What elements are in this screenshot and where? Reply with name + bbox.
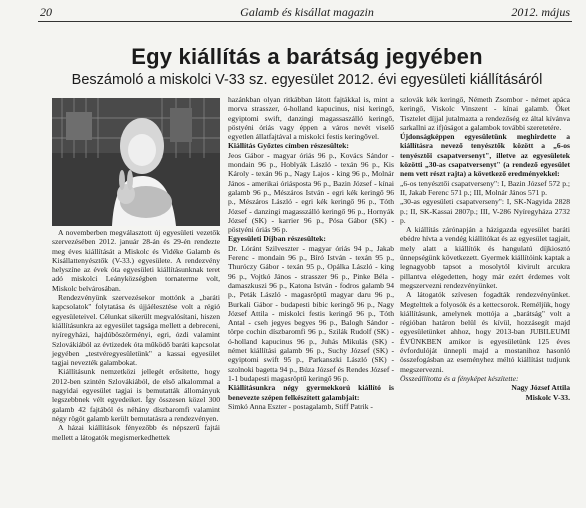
girl-with-rabbit-photo [52, 98, 220, 226]
author-club: Miskolc V-33. [525, 392, 570, 402]
column-1 [52, 228, 220, 442]
section-heading: Kiállítás Győztes címben részesültek: [228, 141, 349, 151]
header-rule [38, 21, 572, 22]
article-title: Egy kiállítás a barátság jegyében [131, 44, 483, 69]
paragraph: Kiállításunk nemzetközi jellegét erősítette, hogy 2012-ben szintén Szlovákiából, de első alkalommal a nagyidai egyesület tagjai is bemutatták állományuk legszebbnek vélt egyedeiket. Így összesen közel 300 galamb 42 fajtából és néhány díszbaromfi valamint négy rögöt galamb került bemutatásra a rendezvényen. [52, 367, 220, 423]
paragraph: A novemberben megválasztott új egyesületi vezetők szervezésében 2012. január 28-án és 29-én rendezte meg éves kiállítását a Miskolc és Vidéke Galamb és Kisállattenyésztők (V-33.) egyesülete. A rendezvény helyszíne az évek óta egyesületi kiállításunknak teret adó miskolci Leányközségben tornaterme volt, Miskolc belvárosában. [52, 228, 220, 293]
paragraph: „30-as egyesületi csapatverseny": I, SK-Nagyida 2828 p.; II, SK-Kassai 2807p.; III, V-286 Nyíregyháza 2732 p. [400, 197, 570, 225]
issue-date: 2012. május [511, 5, 570, 19]
paragraph: „6-os tenyésztői csapatverseny": I, Bazin József 572 p.; II, Jakab Ferenc 571 p.; III, Molnár János 571 p. [400, 178, 570, 197]
winners-list: Jeos Gábor - magyar óriás 96 p., Kovács Sándor - mondain 96 p., Hoblyák László - texán 96 p., Kis Károly - texán 96 p., Nagy Lajos - king 96 p., Molnár János - amerikai óriásposta 96 p., Bazin József - kínai galamb 96 p., Mészáros István - egri kék keringő 96 p., Mészáros László - egri kék keringő 96 p., Tóth József - danzingi magasszálló keringő 96 p., Hornyák József (SK) - karrier 96 p., Pósa Gábor (SK) - pöstyéni óriás 96 p. [228, 150, 394, 235]
page-header [40, 4, 574, 22]
awards-list: Dr. Lóránt Szilveszter - magyar óriás 94 p., Jakab Ferenc - mondain 96 p., Bíró István - texán 95 p., Thuróczy Gábor - texán 95 p., Opálka László - king 96 p., Vojtkó János - strasszer 96 p., Pinke Béla - damaszkuszi 96 p., Katona István - fodros galamb 94 p., Peták László - magasröptű magyar daru 96 p., Burkali Gábor - budapesti bibic keringő 96 p., Nagy József Attila - miskolci festis keringő 96 p., Tóth Antal - cseh jegyes begyes 96 p., Balogh Sándor - törpe cochin díszbaromfi 96 p., Szilák Rudolf (SK) - ó-holland kapucinus 96 p., Juhás Mikulás (SK) - német kiállítási galamb 96 p., Suchy József (SK) - egyiptomi swift 95 p., Parkanszki László (SK) - szolnoki bagetta 94 p., Búza József és Rendes József - 1-1 budapesti magasröptű keringő 96 p. [228, 243, 394, 383]
paragraph: szlovák kék keringő, Németh Zsombor - német apáca keringő, Viskolc Vinszent - kínai galamb. Őket Tisztelet díjjal jutalmazta a rendezőség ez által kívánva sarkallni az ifjúságot a galambok további szeretetére. [400, 95, 570, 132]
paragraph: hazánkban olyan ritkábban látott fajtákkal is, mint a morva strasszer, ó-holland kapucinus, nisi keringő, egyiptomi swift, danzingi magassaszálló keringő, pöstyéni óriás vagy éppen a város nevét viselő egyetlen állatfajtával a miskolci festis keringővel. [228, 95, 394, 142]
paragraph: Simkó Anna Eszter - postagalamb, Stiff Patrik - [228, 401, 373, 411]
article-photo [52, 98, 220, 226]
paragraph: A házai kiállítások fényezőbb és népszerű fajtái mellett a látogatók megismerkedhettek [52, 423, 220, 442]
bold-paragraph: Újdonságképpen egyesületünk meghirdette a kiállításra nevező tenyésztők között a „6-os tenyésztői csapatversenyt", illetve az egyesületek közötti „30-as csapatversenyt" (a rendező egyesület nem vett részt rajta) a következő eredményekkel: [400, 132, 570, 179]
author-name: Nagy József Attila [511, 383, 570, 393]
credit-line: Összeállította és a fényképet készítette: [400, 373, 519, 383]
section-heading: Egyesületi Díjban részesültek: [228, 234, 326, 244]
article-subtitle: Beszámoló a miskolci V-33 sz. egyesület 2012. évi egyesületi kiállításáról [71, 72, 543, 88]
paragraph: A látogatók szívesen fogadták rendezvényünket. Megtelttek a folyosók és a kettecsorok. Reméljük, hogy kiállításunk, amelynek mottója a „barátság" volt a régióban határon belül és kívül, hozzásegít majd egyesületünket ahhoz, hogy 2013-ban JUBILEUMI ÉVÜNKBEN amikor is egyesületünk 125 éves évfordulóját ünnepli majd a mostanihoz hasonló összefogásban az eseményhez méltó kiállítást tudjunk megszervezni. [400, 290, 570, 374]
magazine-name: Galamb és kisállat magazin [240, 5, 374, 19]
paragraph: Rendezvényünk szervezésekor mottónk a „baráti kapcsolatok" folytatása és újjáélesztése volt a régió egyesületeivel. Célunkat sikerült megvalósítani, hiszen kiállításunkra az egyesület tagsága mellett a debreceni, nyíregyházi, hajdúböszörményi, egri, ózdi valamint Szlovákiából az évtizedek óta működő baráti kapcsolat jegyében „testvéregyesületünk" a kassai egyesület tagjai nevezték galambokat. [52, 293, 220, 368]
page-number: 20 [40, 5, 52, 19]
column-3 [400, 95, 570, 402]
paragraph: A kiállítás zárónapján a házigazda egyesület baráti ebédre hívta a vendég kiállítókat és az egyesület tagjait, mely alatt a kiállítók és hangulatú díjkiosztó ünnepségünk következett. Gyermek kiállítóink kaptak a legnagyobb tapsot a mosolytól kivirult arcukra pillantva elégedetten, hogy már ezért érdemes volt megszervezni rendezvényünket. [400, 225, 570, 290]
section-heading: Kiállításunkra négy gyermekkorú kiállító is benevezte szépen felkészített galambjait: [228, 383, 394, 402]
column-2 [228, 95, 394, 411]
